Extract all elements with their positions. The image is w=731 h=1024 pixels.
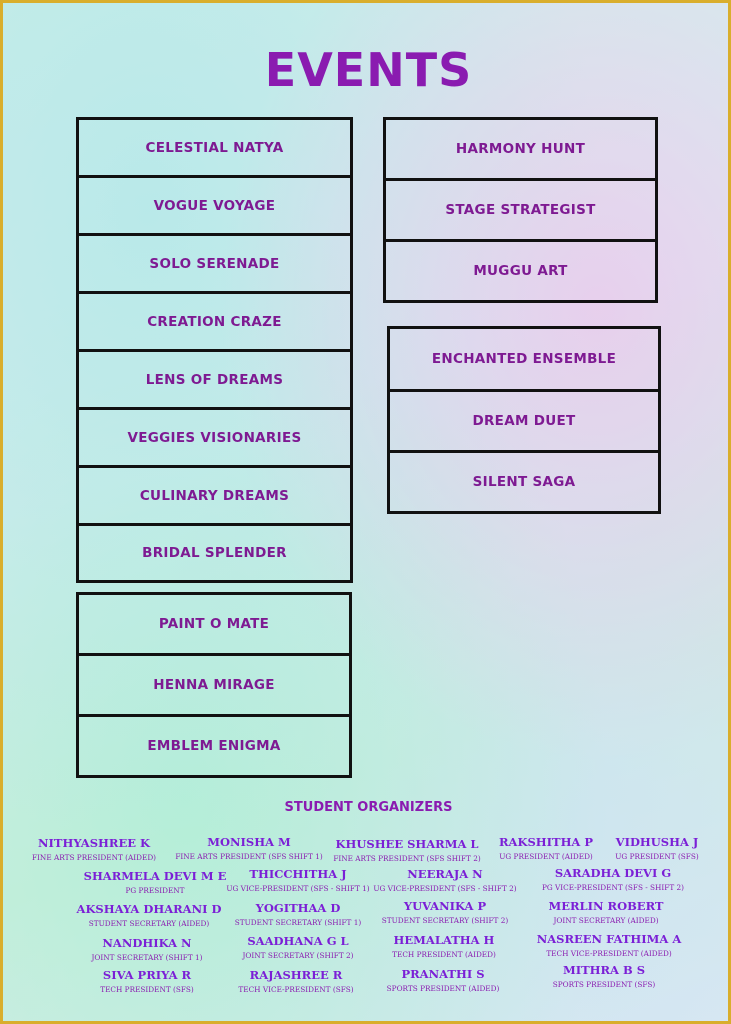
- organizer-name: SHARMELA DEVI M E: [83, 869, 227, 883]
- organizer: [75, 869, 235, 896]
- organizer-name: THICCHITHA J: [249, 867, 347, 881]
- event-group-3: [383, 117, 658, 303]
- event-group-4: [387, 326, 661, 514]
- organizer: [14, 836, 174, 863]
- event-item: CELESTIAL NATYA: [79, 120, 350, 178]
- organizer: [365, 867, 525, 894]
- organizer-role: UG VICE-PRESIDENT (SFS - SHIFT 2): [373, 884, 517, 893]
- event-item: LENS OF DREAMS: [79, 352, 350, 410]
- organizer: [69, 902, 229, 929]
- organizer-role: TECH PRESIDENT (SFS): [100, 985, 194, 994]
- page-title: EVENTS: [264, 43, 473, 97]
- organizer-name: RAKSHITHA P: [498, 835, 594, 849]
- event-item: SILENT SAGA: [472, 474, 576, 490]
- organizer: [67, 968, 227, 995]
- event-item: CULINARY DREAMS: [79, 468, 350, 526]
- organizer-name: AKSHAYA DHARANI D: [76, 902, 222, 916]
- organizer: [218, 901, 378, 928]
- organizer-role: JOINT SECRETARY (AIDED): [553, 916, 659, 925]
- organizer-name: SIVA PRIYA R: [102, 968, 192, 982]
- organizer-role: SPORTS PRESIDENT (SFS): [552, 980, 656, 989]
- event-item: VEGGIES VISIONARIES: [79, 410, 350, 468]
- event-group-2: [76, 592, 352, 778]
- organizers-heading: STUDENT ORGANIZERS: [284, 800, 453, 815]
- organizer-role: FINE ARTS PRESIDENT (AIDED): [31, 853, 157, 862]
- organizer-name: MERLIN ROBERT: [548, 899, 664, 913]
- organizer-name: MITHRA B S: [562, 963, 646, 977]
- organizer: [365, 899, 525, 926]
- organizer-name: VIDHUSHA J: [615, 835, 699, 849]
- event-item: CREATION CRAZE: [79, 294, 350, 352]
- organizer-name: YUVANIKA P: [403, 899, 487, 913]
- organizer-name: PRANATHI S: [401, 967, 485, 981]
- event-item: HENNA MIRAGE: [79, 656, 349, 717]
- organizer-role: SPORTS PRESIDENT (AIDED): [386, 984, 500, 993]
- organizer-role: FINE ARTS PRESIDENT (SFS SHIFT 2): [333, 854, 481, 863]
- event-item: ENCHANTED ENSEMBLE: [390, 329, 658, 392]
- organizer: [601, 835, 713, 862]
- organizer-name: KHUSHEE SHARMA L: [335, 837, 479, 851]
- organizer: [218, 867, 378, 894]
- organizer: [526, 899, 686, 926]
- organizer: [327, 837, 487, 864]
- organizer: [476, 835, 616, 862]
- organizer-role: PG PRESIDENT: [125, 886, 185, 895]
- organizer-name: NANDHIKA N: [102, 936, 192, 950]
- organizer: [169, 835, 329, 862]
- organizer-name: NITHYASHREE K: [38, 836, 150, 850]
- event-item: VOGUE VOYAGE: [79, 178, 350, 236]
- organizer-name: MONISHA M: [207, 835, 291, 849]
- event-item: STAGE STRATEGIST: [386, 181, 655, 242]
- organizer: [524, 963, 684, 990]
- organizer: [364, 933, 524, 960]
- organizer-name: SAADHANA G L: [247, 934, 349, 948]
- event-group-1: [76, 117, 353, 583]
- event-item: DREAM DUET: [390, 392, 658, 453]
- organizer-role: STUDENT SECRETARY (SHIFT 2): [381, 916, 509, 925]
- organizer-role: JOINT SECRETARY (SHIFT 1): [91, 953, 203, 962]
- organizer: [216, 968, 376, 995]
- event-item: EMBLEM ENIGMA: [147, 738, 281, 754]
- organizer-role: JOINT SECRETARY (SHIFT 2): [242, 951, 354, 960]
- organizer-role: UG VICE-PRESIDENT (SFS - SHIFT 1): [226, 884, 370, 893]
- organizer-role: PG VICE-PRESIDENT (SFS - SHIFT 2): [541, 883, 685, 892]
- organizer-name: NEERAJA N: [407, 867, 483, 881]
- organizer-role: FINE ARTS PRESIDENT (SFS SHIFT 1): [175, 852, 323, 861]
- event-item: SOLO SERENADE: [79, 236, 350, 294]
- organizer-role: STUDENT SECRETARY (AIDED): [88, 919, 210, 928]
- organizer: [218, 934, 378, 961]
- organizer-role: UG PRESIDENT (AIDED): [499, 852, 593, 861]
- organizer: [529, 932, 689, 959]
- organizer-role: TECH PRESIDENT (AIDED): [392, 950, 496, 959]
- event-item: BRIDAL SPLENDER: [142, 545, 287, 561]
- organizer: [533, 866, 693, 893]
- organizer-role: TECH VICE-PRESIDENT (AIDED): [546, 949, 672, 958]
- organizer-name: HEMALATHA H: [393, 933, 495, 947]
- organizer-name: RAJASHREE R: [249, 968, 343, 982]
- organizer: [67, 936, 227, 963]
- event-item: PAINT O MATE: [79, 595, 349, 656]
- organizer-role: UG PRESIDENT (SFS): [615, 852, 699, 861]
- organizer-name: SARADHA DEVI G: [554, 866, 672, 880]
- organizer: [363, 967, 523, 994]
- organizer-role: STUDENT SECRETARY (SHIFT 1): [234, 918, 362, 927]
- organizer-name: YOGITHAA D: [255, 901, 341, 915]
- event-item: HARMONY HUNT: [386, 120, 655, 181]
- event-item: MUGGU ART: [473, 263, 568, 279]
- organizer-role: TECH VICE-PRESIDENT (SFS): [238, 985, 354, 994]
- organizer-name: NASREEN FATHIMA A: [536, 932, 682, 946]
